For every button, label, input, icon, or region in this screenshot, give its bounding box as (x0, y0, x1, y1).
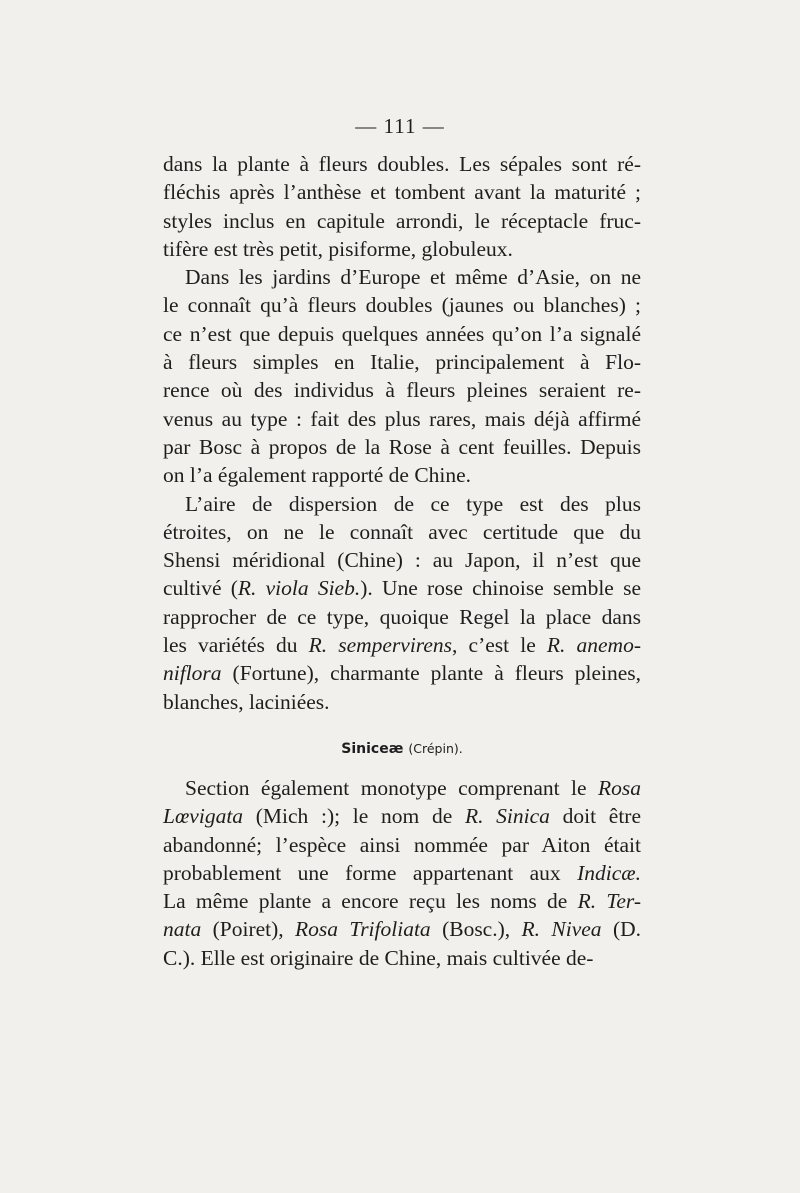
text-line: par Bosc à propos de la Rose à cent feuilles. Depuis (163, 434, 641, 459)
text-line: rapprocher de ce type, quoique Regel la place dans (163, 604, 641, 629)
text-run: Section également monotype comprenant le (185, 775, 598, 800)
text-line (163, 802, 641, 830)
text-line: C.). Elle est originaire de Chine, mais cultivée de- (163, 945, 594, 970)
text-line: ce n’est que depuis quelques années qu’on l’a signalé (163, 321, 641, 346)
text-line: dans la plante à fleurs doubles. Les sépales sont ré- (163, 152, 641, 176)
text-run: (Poiret), (201, 917, 296, 942)
text-line (163, 915, 641, 943)
text-run: doit être (549, 804, 641, 829)
species-name: nata (163, 917, 202, 942)
text-line: L’aire de dispersion de ce type est des plus (185, 491, 641, 516)
text-line: fléchis après l’anthèse et tombent avant la maturité ; (163, 180, 641, 205)
paragraph-2 (163, 263, 641, 489)
text-line: venus au type : fait des plus rares, mais déjà affirmé (163, 406, 641, 431)
species-name: R. sempervirens (308, 633, 453, 658)
text-run: (Mich :); le nom de (243, 804, 465, 829)
species-name: R. anemo- (546, 633, 641, 658)
text-run: La même plante a encore reçu les noms de (163, 889, 578, 914)
text-line: rence où des individus à fleurs pleines seraient re- (163, 378, 641, 403)
text-line: blanches, laciniées. (163, 689, 330, 714)
text-run: (Fortune), charmante plante à fleurs pleines, (221, 661, 641, 686)
species-name: R. Nivea (521, 917, 602, 942)
text-block (163, 150, 641, 972)
text-line (163, 659, 641, 687)
text-run: les variétés du (163, 633, 309, 658)
text-run: ). Une rose chinoise semble se (360, 576, 641, 601)
text-run: , c’est le (452, 633, 547, 658)
section-author: (Crépin). (408, 740, 463, 756)
text-line: à fleurs simples en Italie, principalement à Flo- (163, 350, 641, 375)
species-name: niflora (163, 661, 222, 686)
text-run: probablement une forme appartenant aux (163, 860, 578, 885)
text-line: styles inclus en capitule arrondi, le réceptacle fruc- (163, 208, 641, 233)
species-name: R. viola Sieb. (237, 576, 361, 601)
text-line (163, 631, 641, 659)
text-line: Dans les jardins d’Europe et même d’Asie, on ne (185, 265, 641, 290)
text-line: Shensi méridional (Chine) : au Japon, il n’est que (163, 548, 641, 573)
paragraph-1 (163, 150, 641, 263)
species-name: Rosa (598, 775, 641, 800)
text-line: le connaît qu’à fleurs doubles (jaunes ou blanches) ; (163, 293, 641, 318)
text-line: on l’a également rapporté de Chine. (163, 463, 472, 488)
text-line: abandonné; l’espèce ainsi nommée par Aiton était (163, 832, 641, 857)
species-name: Rosa Trifoliata (295, 917, 431, 942)
text-line: étroites, on ne le connaît avec certitude que du (163, 519, 641, 544)
species-name: R. Ter- (577, 889, 641, 914)
text-run: cultivé ( (163, 576, 238, 601)
text-line (163, 774, 641, 802)
section-title: Siniceæ (341, 740, 404, 757)
page-number: — 111 — (355, 114, 445, 138)
text-run: (D. (601, 917, 641, 942)
text-run: (Bosc.), (430, 917, 522, 942)
species-name: R. Sinica (464, 804, 550, 829)
paragraph-3 (163, 490, 641, 716)
species-name: Lœvigata (163, 804, 244, 829)
section-heading (163, 740, 641, 758)
species-name: Indicæ. (577, 860, 641, 885)
text-line: tifère est très petit, pisiforme, globuleux. (163, 236, 513, 261)
text-line (163, 859, 641, 887)
text-line (163, 574, 641, 602)
paragraph-4 (163, 774, 641, 972)
text-line (163, 887, 641, 915)
